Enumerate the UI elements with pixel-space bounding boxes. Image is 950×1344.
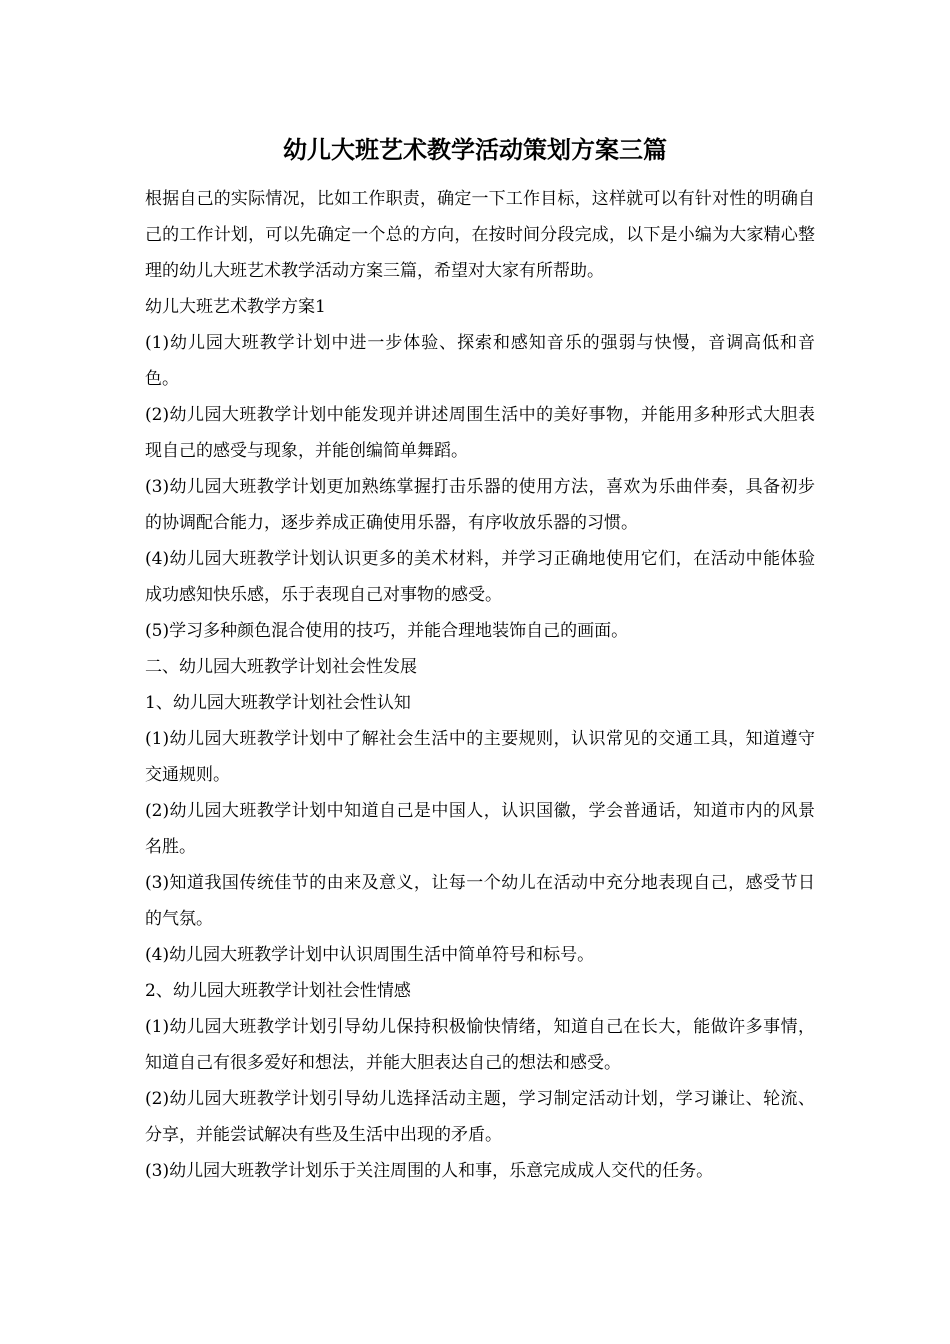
list-item: (1)幼儿园大班教学计划中进一步体验、探索和感知音乐的强弱与快慢，音调高低和音色。	[145, 333, 815, 389]
list-item: (2)幼儿园大班教学计划中知道自己是中国人，认识国徽，学会普通话，知道市内的风景名胜。	[145, 801, 815, 857]
list-item: (2)幼儿园大班教学计划引导幼儿选择活动主题，学习制定活动计划，学习谦让、轮流、分享，并能尝试解决有些及生活中出现的矛盾。	[145, 1089, 815, 1145]
list-item: (3)知道我国传统佳节的由来及意义，让每一个幼儿在活动中充分地表现自己，感受节日的气氛。	[145, 873, 815, 929]
document-body	[145, 181, 815, 1189]
subsection-heading: 1、幼儿园大班教学计划社会性认知	[145, 693, 411, 713]
section-heading: 幼儿大班艺术教学方案1	[145, 297, 326, 317]
list-item: (3)幼儿园大班教学计划乐于关注周围的人和事，乐意完成成人交代的任务。	[145, 1161, 714, 1181]
list-item: (2)幼儿园大班教学计划中能发现并讲述周围生活中的美好事物，并能用多种形式大胆表现自己的感受与现象，并能创编简单舞蹈。	[145, 405, 815, 461]
list-item: (4)幼儿园大班教学计划中认识周围生活中简单符号和标号。	[145, 945, 595, 965]
section-heading: 二、幼儿园大班教学计划社会性发展	[145, 657, 417, 677]
list-item: (5)学习多种颜色混合使用的技巧，并能合理地装饰自己的画面。	[145, 621, 629, 641]
list-item: (1)幼儿园大班教学计划引导幼儿保持积极愉快情绪，知道自己在长大，能做许多事情，知道自己有很多爱好和想法，并能大胆表达自己的想法和感受。	[145, 1017, 815, 1073]
document-title: 幼儿大班艺术教学活动策划方案三篇	[283, 135, 667, 164]
intro-paragraph: 根据自己的实际情况，比如工作职责，确定一下工作目标，这样就可以有针对性的明确自己的工作计划，可以先确定一个总的方向，在按时间分段完成，以下是小编为大家精心整理的幼儿大班艺术教学活动方案三篇，希望对大家有所帮助。	[145, 189, 815, 281]
list-item: (3)幼儿园大班教学计划更加熟练掌握打击乐器的使用方法，喜欢为乐曲伴奏，具备初步的协调配合能力，逐步养成正确使用乐器，有序收放乐器的习惯。	[145, 477, 815, 533]
list-item: (1)幼儿园大班教学计划中了解社会生活中的主要规则，认识常见的交通工具，知道遵守交通规则。	[145, 729, 815, 785]
subsection-heading: 2、幼儿园大班教学计划社会性情感	[145, 981, 411, 1001]
list-item: (4)幼儿园大班教学计划认识更多的美术材料，并学习正确地使用它们，在活动中能体验成功感知快乐感，乐于表现自己对事物的感受。	[145, 549, 815, 605]
